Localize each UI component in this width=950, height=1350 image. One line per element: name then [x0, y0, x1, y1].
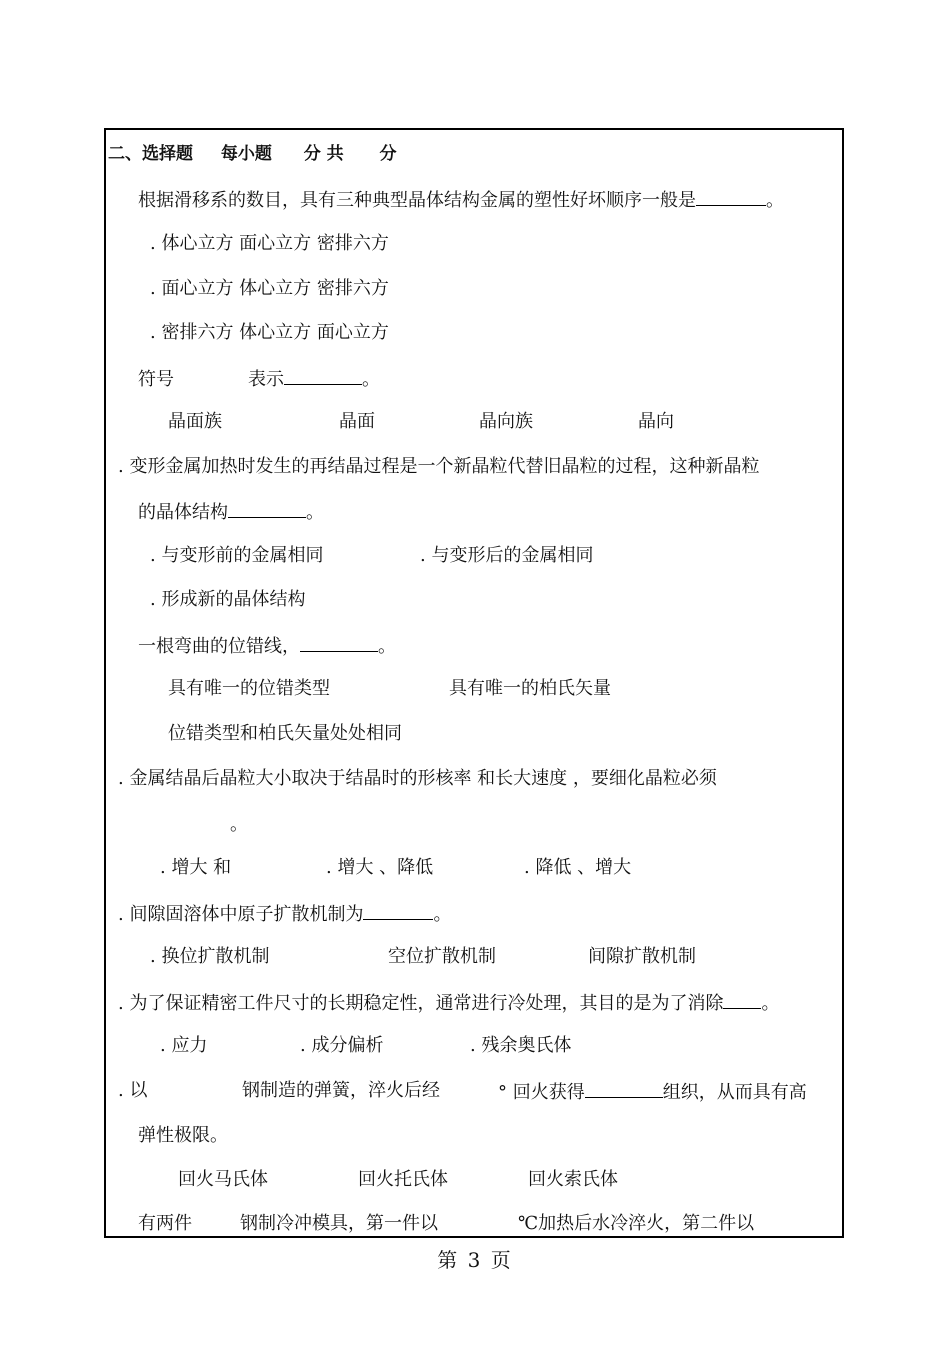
- q3-option-b: . 与变形后的金属相同: [420, 545, 594, 566]
- q2-stem-line: 符号 表示 。: [138, 366, 380, 392]
- q7-option-c: . 残余奥氏体: [470, 1035, 572, 1056]
- q6-stem: . 间隙固溶体中原子扩散机制为: [118, 904, 364, 925]
- q9-stem-part3: ℃加热后水冷淬火，第二件以: [518, 1213, 755, 1234]
- section-total: 分: [379, 144, 397, 164]
- q5-option-c: . 降低 、增大: [524, 857, 632, 878]
- q7-stem: . 为了保证精密工件尺寸的长期稳定性，通常进行冷处理，其目的是为了消除: [118, 993, 724, 1014]
- q7-stem-line: . 为了保证精密工件尺寸的长期稳定性，通常进行冷处理，其目的是为了消除 。: [118, 990, 779, 1016]
- q2-stem-a: 符号: [138, 369, 174, 390]
- q5-stem-end: 。: [230, 814, 248, 835]
- q9-stem-part1: 有两件: [138, 1213, 192, 1234]
- q6-answer-blank: [363, 901, 433, 920]
- q2-stem-b: 表示: [248, 369, 284, 390]
- q8-stem-part2: 钢制造的弹簧，淬火后经: [242, 1080, 440, 1101]
- q2-option-4: 晶向: [638, 411, 674, 432]
- q3-stem-line1: . 变形金属加热时发生的再结晶过程是一个新晶粒代替旧晶粒的过程，这种新晶粒: [118, 456, 760, 477]
- q3-option-c: . 形成新的晶体结构: [150, 589, 306, 610]
- q3-stem-text: 的晶体结构: [138, 502, 228, 523]
- q1-stem: 根据滑移系的数目，具有三种典型晶体结构金属的塑性好坏顺序一般是: [138, 190, 696, 211]
- q1-option-b: . 面心立方 体心立方 密排六方: [150, 278, 389, 299]
- q4-option-b: 具有唯一的柏氏矢量: [449, 678, 611, 699]
- q1-answer-blank: [696, 187, 766, 206]
- q8-stem-line2: 弹性极限。: [138, 1125, 228, 1146]
- q2-option-2: 晶面: [339, 411, 375, 432]
- q3-option-a: . 与变形前的金属相同: [150, 545, 324, 566]
- q5-option-b: . 增大 、降低: [326, 857, 434, 878]
- section-points: 分 共: [303, 144, 344, 164]
- section-title: 二、选择题: [108, 144, 193, 164]
- page-number: 第 3 页: [437, 1248, 513, 1272]
- q6-option-c: 间隙扩散机制: [588, 946, 696, 967]
- q4-option-a: 具有唯一的位错类型: [168, 678, 330, 699]
- q8-option-b: 回火托氏体: [358, 1169, 448, 1190]
- q4-stem: 一根弯曲的位错线，: [138, 636, 300, 657]
- q8-stem-part1: . 以: [118, 1080, 148, 1101]
- q7-answer-blank: [723, 990, 761, 1009]
- q9-stem-part2: 钢制冷冲模具，第一件以: [240, 1213, 438, 1234]
- q8-option-c: 回火索氏体: [528, 1169, 618, 1190]
- q6-option-b: 空位扩散机制: [388, 946, 496, 967]
- section-each: 每小题: [220, 144, 272, 164]
- q1-option-c: . 密排六方 体心立方 面心立方: [150, 322, 389, 343]
- q1-option-a: . 体心立方 面心立方 密排六方: [150, 233, 389, 254]
- q8-stem-part3: ° 回火获得 组织，从而具有高: [498, 1079, 807, 1105]
- q7-option-b: . 成分偏析: [300, 1035, 384, 1056]
- q4-stem-line: 一根弯曲的位错线， 。: [138, 633, 396, 659]
- q5-stem-line1: . 金属结晶后晶粒大小取决于结晶时的形核率 和长大速度 ，要细化晶粒必须: [118, 768, 717, 789]
- q3-stem-line2: 的晶体结构 。: [138, 499, 324, 525]
- q8-answer-blank: [585, 1079, 663, 1098]
- q4-option-c: 位错类型和柏氏矢量处处相同: [168, 723, 402, 744]
- q2-option-3: 晶向族: [479, 411, 533, 432]
- q1-stem-line: 根据滑移系的数目，具有三种典型晶体结构金属的塑性好坏顺序一般是 。: [138, 187, 784, 213]
- q3-answer-blank: [228, 499, 306, 518]
- q2-answer-blank: [284, 366, 362, 385]
- section-heading: [108, 142, 396, 166]
- q5-option-a: . 增大 和: [160, 857, 232, 878]
- q6-option-a: . 换位扩散机制: [150, 946, 270, 967]
- q7-option-a: . 应力: [160, 1035, 208, 1056]
- q6-stem-line: . 间隙固溶体中原子扩散机制为 。: [118, 901, 451, 927]
- q8-option-a: 回火马氏体: [178, 1169, 268, 1190]
- q4-answer-blank: [300, 633, 378, 652]
- q2-option-1: 晶面族: [168, 411, 222, 432]
